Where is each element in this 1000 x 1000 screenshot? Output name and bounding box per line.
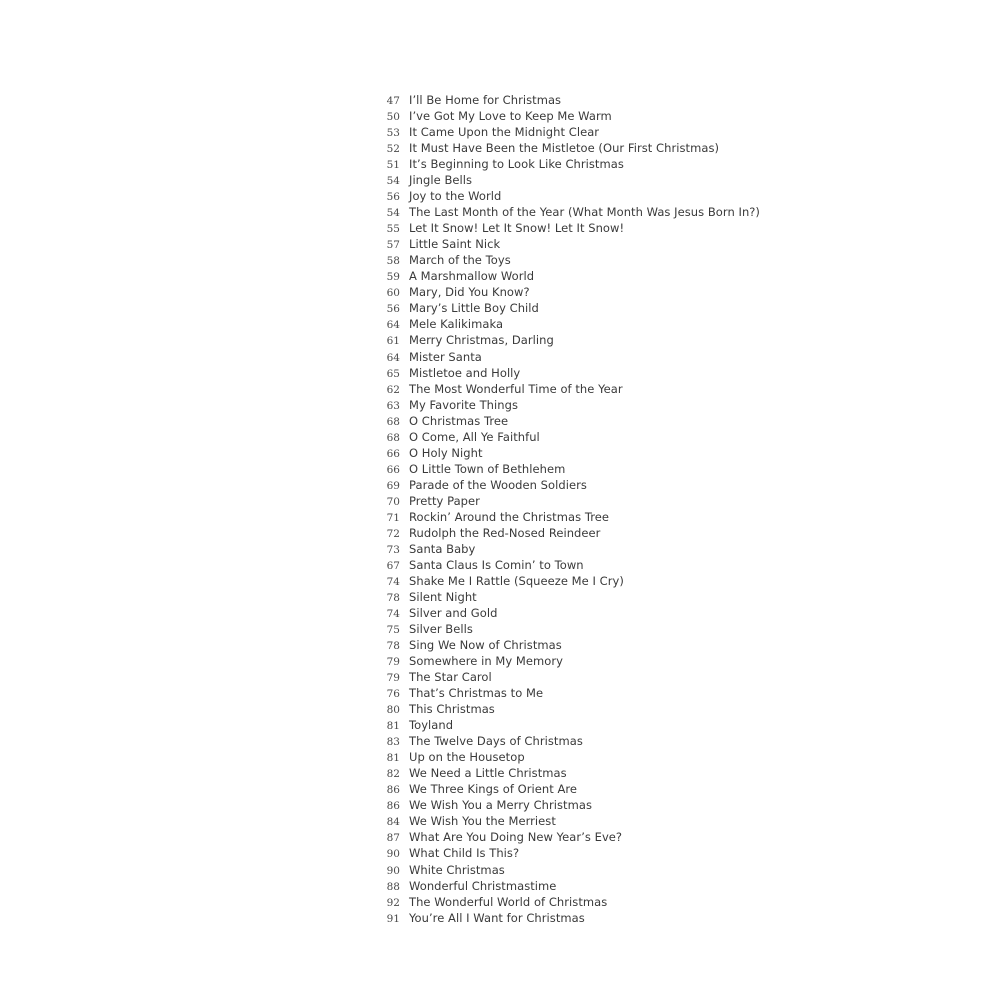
toc-page-number: 79: [386, 672, 400, 685]
toc-entry: [370, 862, 790, 878]
toc-page-number: 57: [386, 239, 400, 252]
toc-entry: [370, 557, 790, 573]
toc-entry: [370, 349, 790, 365]
toc-page-number: 79: [386, 656, 400, 669]
table-of-contents: [370, 92, 790, 926]
toc-entry: [370, 477, 790, 493]
toc-page-number: 80: [386, 704, 400, 717]
toc-song-title: O Holy Night: [409, 445, 483, 460]
toc-entry: [370, 541, 790, 557]
toc-page-number: 51: [386, 159, 400, 172]
toc-entry: [370, 894, 790, 910]
toc-song-title: Mistletoe and Holly: [409, 365, 521, 380]
toc-page-number: 76: [386, 688, 400, 701]
toc-page-number: 88: [386, 880, 400, 893]
toc-entry: [370, 316, 790, 332]
toc-entry: [370, 669, 790, 685]
toc-song-title: The Star Carol: [409, 670, 492, 685]
toc-entry: [370, 605, 790, 621]
toc-entry: [370, 637, 790, 653]
toc-entry: [370, 717, 790, 733]
toc-entry: [370, 204, 790, 220]
toc-page-number: 54: [386, 207, 400, 220]
toc-entry: [370, 589, 790, 605]
toc-song-title: Shake Me I Rattle (Squeeze Me I Cry): [409, 573, 624, 588]
toc-entry: [370, 653, 790, 669]
toc-page-number: 65: [386, 367, 400, 380]
toc-entry: [370, 829, 790, 845]
toc-page-number: 91: [386, 912, 400, 925]
toc-song-title: Mary’s Little Boy Child: [409, 301, 539, 316]
toc-entry: [370, 878, 790, 894]
toc-page-number: 74: [386, 608, 400, 620]
toc-song-title: Toyland: [409, 718, 454, 733]
toc-page-number: 84: [386, 816, 400, 829]
toc-page-number: 82: [386, 768, 400, 781]
toc-page-number: 86: [386, 800, 400, 813]
toc-song-title: Little Saint Nick: [409, 237, 501, 252]
toc-song-title: I’ll Be Home for Christmas: [409, 93, 562, 107]
toc-page-number: 81: [386, 752, 400, 765]
toc-entry: [370, 268, 790, 284]
toc-entry: [370, 300, 790, 316]
toc-song-title: Silent Night: [409, 589, 477, 604]
toc-entry: [370, 188, 790, 204]
toc-song-title: Mister Santa: [409, 349, 482, 364]
toc-entry: [370, 220, 790, 236]
toc-page-number: 67: [386, 559, 400, 572]
toc-page-number: 52: [386, 143, 400, 156]
toc-song-title: I’ve Got My Love to Keep Me Warm: [409, 109, 612, 124]
toc-song-title: Santa Baby: [409, 541, 476, 556]
toc-page-number: 53: [386, 127, 400, 140]
toc-song-title: O Come, All Ye Faithful: [409, 429, 540, 444]
toc-entry: [370, 765, 790, 781]
toc-entry: [370, 733, 790, 749]
toc-entry: [370, 445, 790, 461]
toc-page-number: 56: [386, 303, 400, 316]
toc-entry: [370, 493, 790, 509]
toc-entry: [370, 749, 790, 765]
toc-song-title: Rudolph the Red-Nosed Reindeer: [409, 525, 601, 540]
toc-page-number: 62: [386, 383, 400, 396]
toc-entry: [370, 140, 790, 156]
toc-page-number: 90: [386, 848, 400, 861]
toc-song-title: Santa Claus Is Comin’ to Town: [409, 557, 584, 572]
toc-page-number: 54: [386, 175, 400, 188]
toc-song-title: The Twelve Days of Christmas: [409, 734, 583, 749]
toc-entry: [370, 124, 790, 140]
toc-song-title: That’s Christmas to Me: [409, 686, 544, 701]
toc-song-title: Rockin’ Around the Christmas Tree: [409, 509, 609, 524]
toc-song-title: Pretty Paper: [409, 493, 480, 508]
toc-song-title: Jingle Bells: [409, 173, 473, 188]
toc-entry: [370, 845, 790, 861]
toc-song-title: The Last Month of the Year (What Month Was Jesus Born In?): [409, 205, 760, 220]
toc-song-title: What Are You Doing New Year’s Eve?: [409, 830, 623, 845]
toc-song-title: Merry Christmas, Darling: [409, 333, 554, 348]
toc-song-title: White Christmas: [409, 862, 505, 877]
toc-entry: [370, 413, 790, 429]
toc-entry: [370, 381, 790, 397]
toc-entry: [370, 332, 790, 348]
toc-page-number: 92: [386, 896, 400, 909]
toc-page-number: 75: [386, 624, 400, 637]
toc-entry: [370, 92, 790, 108]
toc-entry: [370, 172, 790, 188]
toc-page-number: 74: [386, 575, 400, 588]
toc-entry: [370, 621, 790, 637]
toc-entry: [370, 108, 790, 124]
toc-page-number: 87: [386, 832, 400, 845]
toc-song-title: Up on the Housetop: [409, 750, 525, 765]
toc-song-title: This Christmas: [409, 702, 495, 717]
toc-song-title: Parade of the Wooden Soldiers: [409, 477, 587, 492]
toc-page-number: 78: [386, 640, 400, 653]
toc-page-number: 60: [386, 287, 400, 300]
toc-page-number: 71: [386, 511, 400, 524]
toc-song-title: O Little Town of Bethlehem: [409, 461, 566, 476]
toc-entry: [370, 397, 790, 413]
toc-page-number: 64: [386, 319, 400, 332]
toc-song-title: Silver and Gold: [409, 606, 498, 620]
toc-song-title: Wonderful Christmastime: [409, 878, 557, 893]
toc-entry: [370, 525, 790, 541]
toc-page-number: 70: [386, 495, 400, 508]
toc-page-number: 61: [386, 335, 400, 348]
toc-entry: [370, 701, 790, 717]
toc-entry: [370, 236, 790, 252]
toc-song-title: Joy to the World: [409, 189, 502, 204]
toc-song-title: Mary, Did You Know?: [409, 285, 530, 300]
toc-page-number: 68: [386, 415, 400, 428]
toc-page-number: 68: [386, 431, 400, 444]
toc-song-title: It Came Upon the Midnight Clear: [409, 125, 600, 140]
toc-entry: [370, 156, 790, 172]
toc-song-title: Let It Snow! Let It Snow! Let It Snow!: [409, 221, 625, 236]
toc-song-title: You’re All I Want for Christmas: [409, 910, 585, 925]
toc-page-number: 83: [386, 736, 400, 749]
toc-entry: [370, 252, 790, 268]
toc-page-number: 78: [386, 591, 400, 604]
toc-song-title: We Wish You a Merry Christmas: [409, 798, 593, 813]
toc-song-title: We Wish You the Merriest: [409, 814, 556, 829]
toc-page-number: 73: [386, 543, 400, 556]
toc-page-number: 50: [386, 111, 400, 124]
toc-entry: [370, 461, 790, 477]
toc-page-number: 63: [386, 399, 400, 412]
toc-page-number: 58: [386, 255, 400, 268]
toc-entry: [370, 781, 790, 797]
toc-entry: [370, 573, 790, 589]
toc-song-title: The Most Wonderful Time of the Year: [409, 381, 623, 396]
toc-song-title: It Must Have Been the Mistletoe (Our First Christmas): [409, 141, 720, 156]
toc-page-number: 69: [386, 479, 400, 492]
toc-song-title: March of the Toys: [409, 253, 511, 268]
toc-song-title: It’s Beginning to Look Like Christmas: [409, 157, 624, 172]
toc-page-number: 66: [386, 463, 400, 476]
toc-page-number: 66: [386, 447, 400, 460]
toc-page-number: 59: [386, 271, 400, 284]
toc-song-title: Somewhere in My Memory: [409, 654, 563, 669]
toc-entry: [370, 284, 790, 300]
toc-song-title: We Three Kings of Orient Are: [409, 782, 578, 797]
toc-entry: [370, 365, 790, 381]
toc-song-title: Mele Kalikimaka: [409, 317, 504, 332]
toc-song-title: O Christmas Tree: [409, 413, 509, 428]
toc-entry: [370, 797, 790, 813]
toc-song-title: Silver Bells: [409, 622, 473, 637]
toc-song-title: Sing We Now of Christmas: [409, 638, 562, 653]
toc-page-number: 56: [386, 191, 400, 204]
toc-song-title: What Child Is This?: [409, 846, 520, 861]
toc-song-title: A Marshmallow World: [409, 269, 535, 284]
toc-entry: [370, 910, 790, 926]
toc-page-number: 47: [386, 95, 400, 107]
toc-page-number: 90: [386, 864, 400, 877]
toc-page-number: 55: [386, 223, 400, 236]
toc-page-number: 64: [386, 351, 400, 364]
toc-entry: [370, 509, 790, 525]
toc-entry: [370, 813, 790, 829]
toc-song-title: The Wonderful World of Christmas: [409, 894, 608, 909]
toc-page-number: 72: [386, 527, 400, 540]
toc-song-title: My Favorite Things: [409, 397, 518, 412]
toc-entry: [370, 429, 790, 445]
toc-song-title: We Need a Little Christmas: [409, 766, 567, 781]
toc-entry: [370, 685, 790, 701]
toc-page-number: 86: [386, 784, 400, 797]
toc-page-number: 81: [386, 720, 400, 733]
